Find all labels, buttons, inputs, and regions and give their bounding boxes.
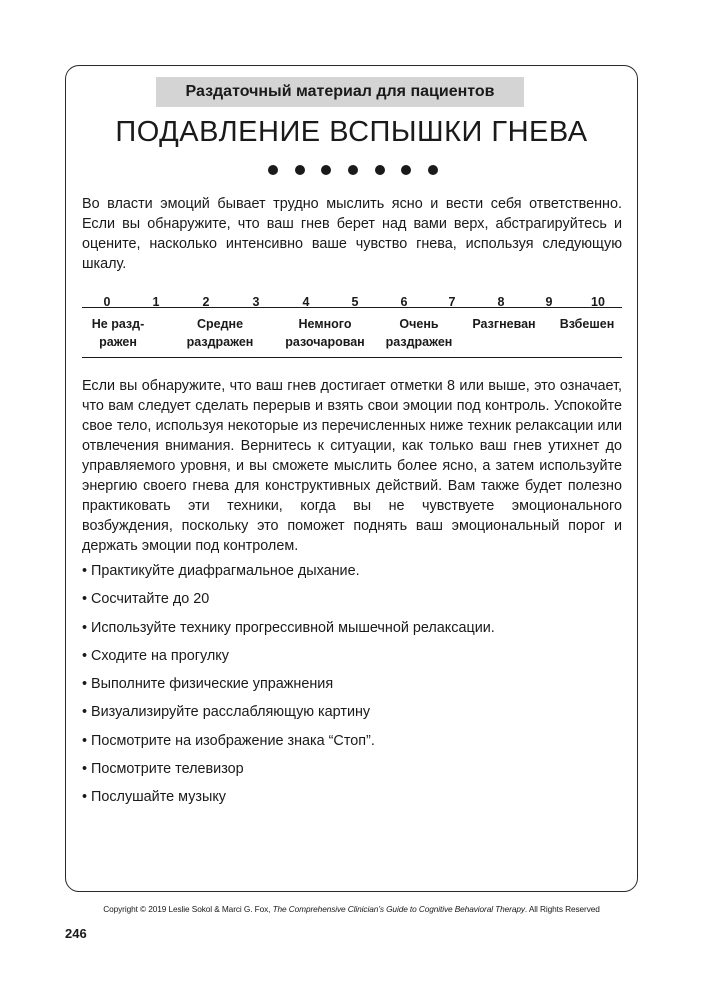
scale-number: 9 [545,295,553,309]
list-item-text: Сосчитайте до 20 [91,591,210,608]
scale-number: 4 [302,295,310,309]
scale-number: 6 [400,295,408,309]
list-item [82,787,622,815]
bullet-icon: • [82,704,88,721]
scale-label-line: Средне [196,317,244,331]
list-item [82,646,622,674]
scale-label-line: Разгневан [472,317,536,331]
scale-label-line: раздражен [385,335,453,349]
bullet-icon: • [82,619,88,636]
handout-label-text: Раздаточный материал для пациентов [185,83,495,100]
bullet-icon: • [82,676,88,693]
scale-label-line: раздражен [186,335,254,349]
scale-label-somewhat-disappointed [285,315,364,351]
copyright-notice [0,904,703,914]
scale-label-line: Немного [298,317,352,331]
intro-paragraph: Во власти эмоций бывает трудно мыслить ясно и вести себя ответственно. Если вы обнаружите, что ваш гнев берет над вами верх, абстрагируйтесь и оцените, насколько интенсивно ваше чувство гнева, используя следующую шкалу. [82,196,622,272]
dot-icon [268,165,278,175]
scale-number: 3 [252,295,260,309]
page-number: 246 [65,926,87,941]
page-title: ПОДАВЛЕНИЕ ВСПЫШКИ ГНЕВА [115,116,588,148]
dot-icon [321,165,331,175]
bullet-icon: • [82,732,88,749]
copyright-book-title: The Comprehensive Clinician’s Guide to Cognitive Behavioral Therapy [272,904,525,914]
body-paragraph: Если вы обнаружите, что ваш гнев достигает отметки 8 или выше, это означает, что вам следует сделать перерыв и взять свои эмоции под контроль. Успокойте свое тело, используя некоторые из перечисленных ниже техник релаксации или отвлечения внимания. Вернитесь к ситуации, как только ваш гнев утихнет до управляемого уровня, и вы сможете мыслить более ясно, а затем используйте энергию своего гнева для конструктивных действий. Вам также будет полезно практиковать эти техники, когда вы не чувствуете эмоционального возбуждения, поскольку это поможет поднять ваш эмоциональный порог и держать эмоции под контролем. [82,378,622,554]
scale-label-not-irritated [92,315,145,351]
scale-number: 10 [591,295,605,309]
dot-icon [348,165,358,175]
anger-scale [82,295,622,358]
list-item-text: Используйте технику прогрессивной мышечной релаксации. [91,619,495,636]
scale-label-line: разочарован [285,335,365,349]
bullet-icon: • [82,563,88,579]
list-item [82,731,622,759]
scale-number: 2 [202,295,210,309]
list-item-text: Сходите на прогулку [91,647,229,664]
list-item-text: Выполните физические упражнения [91,676,334,693]
scale-number: 5 [351,295,359,309]
scale-label-angry [472,315,535,333]
copyright-prefix: Copyright © 2019 Leslie Sokol & Marci G. Fox, [103,904,273,914]
dot-icon [428,165,438,175]
bullet-icon: • [82,647,88,664]
scale-label-furious [560,315,615,333]
dot-icon [295,165,305,175]
list-item [82,702,622,730]
list-item-text: Практикуйте диафрагмальное дыхание. [91,563,360,579]
scale-number: 1 [152,295,160,309]
list-item-text: Посмотрите телевизор [91,761,244,778]
scale-label-moderately-irritated [187,315,254,351]
copyright-suffix: . All Rights Reserved [524,904,600,914]
scale-label-line: Взбешен [559,317,615,331]
bullet-icon: • [82,591,88,608]
handout-label [156,77,524,107]
list-item [82,674,622,702]
technique-list [82,561,622,816]
list-item [82,618,622,646]
decorative-dots [268,163,438,177]
scale-number: 7 [448,295,456,309]
dot-icon [401,165,411,175]
scale-label-line: ражен [99,335,137,349]
list-item [82,759,622,787]
scale-number: 8 [497,295,505,309]
list-item [82,589,622,617]
bullet-icon: • [82,789,88,806]
bullet-icon: • [82,761,88,778]
list-item [82,561,622,589]
list-item-text: Визуализируйте расслабляющую картину [91,704,371,721]
scale-bottom-rule [82,357,622,358]
scale-label-line: Не разд- [91,317,145,331]
dot-icon [375,165,385,175]
scale-label-line: Очень [399,317,439,331]
list-item-text: Посмотрите на изображение знака “Стоп”. [91,732,375,749]
scale-label-very-irritated [386,315,453,351]
scale-number: 0 [103,295,111,309]
list-item-text: Послушайте музыку [91,789,226,806]
